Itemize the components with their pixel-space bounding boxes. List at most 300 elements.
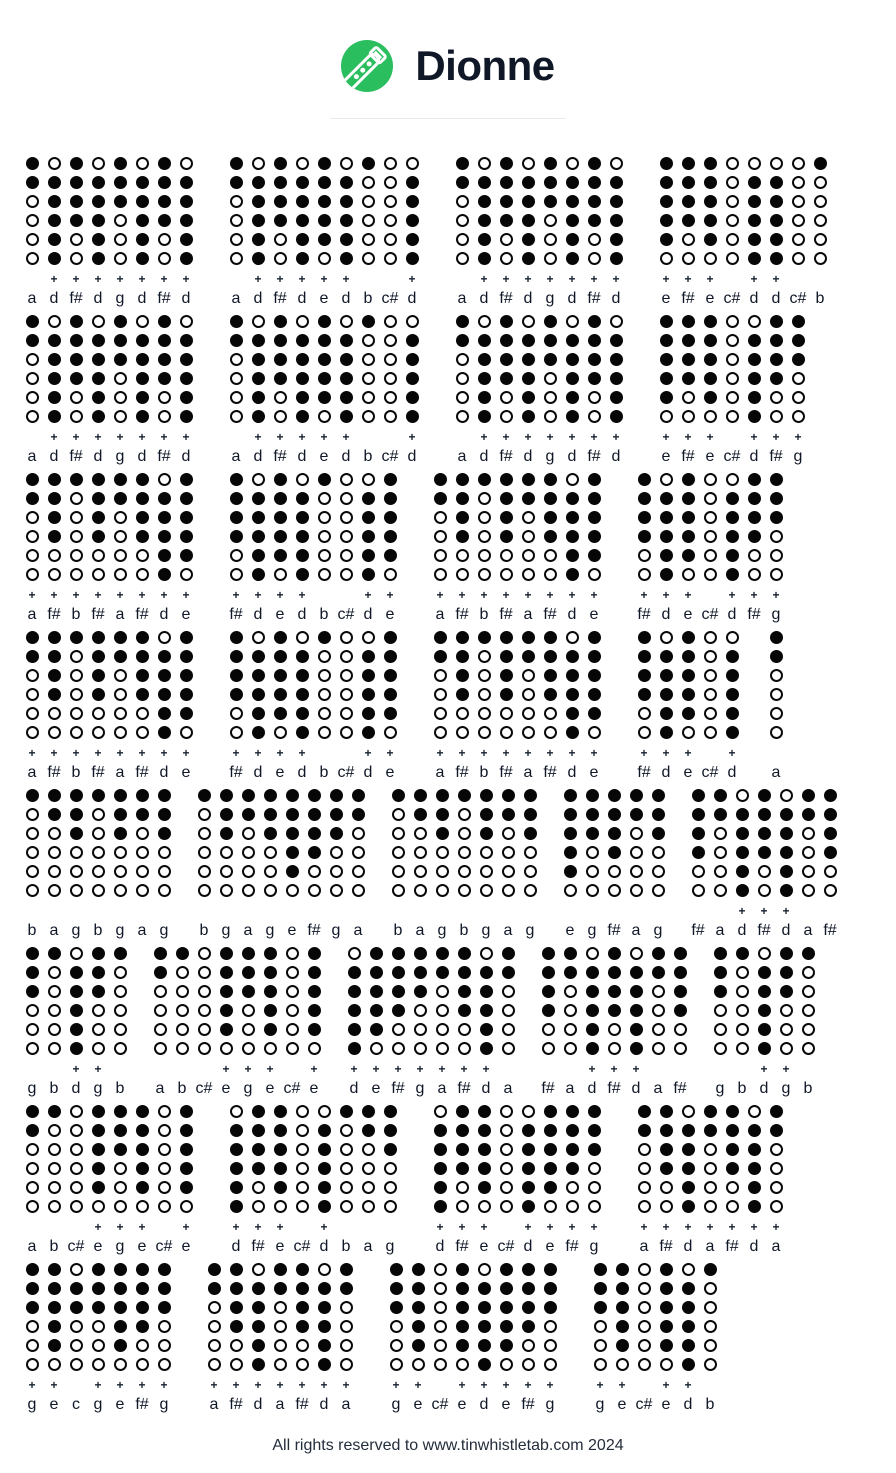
- closed-hole-icon: [436, 947, 449, 960]
- closed-hole-icon: [594, 1282, 607, 1295]
- closed-hole-icon: [362, 157, 375, 170]
- closed-hole-icon: [566, 391, 579, 404]
- closed-hole-icon: [522, 1301, 535, 1314]
- open-hole-icon: [114, 214, 127, 227]
- octave-plus-marker: +: [298, 272, 306, 286]
- closed-hole-icon: [180, 391, 193, 404]
- closed-hole-icon: [296, 391, 309, 404]
- closed-hole-icon: [48, 1301, 61, 1314]
- closed-hole-icon: [704, 353, 717, 366]
- open-hole-icon: [502, 865, 515, 878]
- open-hole-icon: [456, 233, 469, 246]
- closed-hole-icon: [544, 1181, 557, 1194]
- closed-hole-icon: [390, 1301, 403, 1314]
- closed-hole-icon: [252, 1143, 265, 1156]
- closed-hole-icon: [392, 1004, 405, 1017]
- octave-plus-marker: +: [436, 588, 444, 602]
- closed-hole-icon: [70, 789, 83, 802]
- note-label: a: [27, 290, 37, 307]
- closed-hole-icon: [296, 1282, 309, 1295]
- octave-plus-marker: +: [320, 1220, 328, 1234]
- open-hole-icon: [48, 315, 61, 328]
- closed-hole-icon: [70, 334, 83, 347]
- note-label: g: [391, 1396, 401, 1413]
- closed-hole-icon: [176, 947, 189, 960]
- note-label: f#: [823, 922, 837, 939]
- open-hole-icon: [652, 865, 665, 878]
- note-column: [91, 315, 105, 467]
- open-hole-icon: [704, 549, 717, 562]
- open-hole-icon: [502, 1042, 515, 1055]
- open-hole-icon: [500, 1105, 513, 1118]
- closed-hole-icon: [384, 669, 397, 682]
- note-label: a: [243, 922, 253, 939]
- note-column: [725, 1105, 739, 1257]
- note-column: [113, 315, 127, 467]
- closed-hole-icon: [660, 669, 673, 682]
- open-hole-icon: [136, 827, 149, 840]
- note-column: [295, 631, 309, 783]
- note-column: [347, 947, 361, 1099]
- open-hole-icon: [456, 1200, 469, 1213]
- open-hole-icon: [390, 1339, 403, 1352]
- closed-hole-icon: [274, 1181, 287, 1194]
- closed-hole-icon: [616, 1301, 629, 1314]
- note-label: a: [771, 764, 781, 781]
- note-column: [565, 157, 579, 309]
- closed-hole-icon: [522, 410, 535, 423]
- octave-plus-marker: +: [276, 1220, 284, 1234]
- note-column: [521, 1105, 535, 1257]
- note-column: [659, 1105, 673, 1257]
- closed-hole-icon: [544, 157, 557, 170]
- open-hole-icon: [176, 966, 189, 979]
- open-hole-icon: [392, 846, 405, 859]
- open-hole-icon: [158, 1200, 171, 1213]
- closed-hole-icon: [362, 549, 375, 562]
- closed-hole-icon: [296, 334, 309, 347]
- octave-plus-marker: +: [94, 430, 102, 444]
- closed-hole-icon: [726, 511, 739, 524]
- closed-hole-icon: [480, 1023, 493, 1036]
- open-hole-icon: [608, 1042, 621, 1055]
- open-hole-icon: [274, 1200, 287, 1213]
- note-column: [477, 1105, 491, 1257]
- closed-hole-icon: [296, 549, 309, 562]
- closed-hole-icon: [544, 1105, 557, 1118]
- closed-hole-icon: [92, 195, 105, 208]
- closed-hole-icon: [252, 1124, 265, 1137]
- closed-hole-icon: [736, 846, 749, 859]
- closed-hole-icon: [318, 1320, 331, 1333]
- closed-hole-icon: [48, 669, 61, 682]
- closed-hole-icon: [370, 966, 383, 979]
- open-hole-icon: [458, 1023, 471, 1036]
- closed-hole-icon: [594, 1263, 607, 1276]
- open-hole-icon: [414, 1023, 427, 1036]
- measure: [229, 157, 419, 309]
- octave-plus-marker: +: [706, 430, 714, 444]
- closed-hole-icon: [286, 827, 299, 840]
- closed-hole-icon: [308, 985, 321, 998]
- closed-hole-icon: [230, 631, 243, 644]
- open-hole-icon: [286, 1023, 299, 1036]
- note-column: [273, 157, 287, 309]
- open-hole-icon: [70, 707, 83, 720]
- open-hole-icon: [588, 1200, 601, 1213]
- closed-hole-icon: [434, 1200, 447, 1213]
- closed-hole-icon: [682, 1320, 695, 1333]
- open-hole-icon: [242, 846, 255, 859]
- note-column: [413, 789, 427, 941]
- note-column: [179, 315, 193, 467]
- open-hole-icon: [458, 827, 471, 840]
- closed-hole-icon: [92, 473, 105, 486]
- open-hole-icon: [456, 707, 469, 720]
- octave-plus-marker: +: [588, 1062, 596, 1076]
- closed-hole-icon: [638, 1124, 651, 1137]
- octave-plus-marker: +: [458, 1378, 466, 1392]
- open-hole-icon: [726, 410, 739, 423]
- closed-hole-icon: [220, 1023, 233, 1036]
- open-hole-icon: [638, 1263, 651, 1276]
- closed-hole-icon: [48, 492, 61, 505]
- octave-plus-marker: +: [392, 1378, 400, 1392]
- note-column: [609, 315, 623, 467]
- tab-row: [25, 157, 896, 309]
- open-hole-icon: [384, 353, 397, 366]
- open-hole-icon: [704, 473, 717, 486]
- open-hole-icon: [638, 1282, 651, 1295]
- note-column: [725, 157, 739, 309]
- note-column: [135, 789, 149, 941]
- note-column: [565, 473, 579, 625]
- closed-hole-icon: [220, 808, 233, 821]
- measure: [713, 947, 815, 1099]
- open-hole-icon: [500, 1358, 513, 1371]
- open-hole-icon: [198, 846, 211, 859]
- closed-hole-icon: [362, 726, 375, 739]
- note-label: d: [683, 1238, 693, 1255]
- closed-hole-icon: [748, 410, 761, 423]
- closed-hole-icon: [682, 1339, 695, 1352]
- note-label: f#: [91, 606, 105, 623]
- octave-plus-marker: +: [610, 1062, 618, 1076]
- open-hole-icon: [456, 549, 469, 562]
- open-hole-icon: [362, 233, 375, 246]
- octave-plus-marker: +: [612, 430, 620, 444]
- closed-hole-icon: [674, 1004, 687, 1017]
- note-column: [197, 947, 211, 1099]
- octave-plus-marker: +: [684, 588, 692, 602]
- note-label: a: [27, 448, 37, 465]
- closed-hole-icon: [726, 549, 739, 562]
- closed-hole-icon: [638, 688, 651, 701]
- octave-plus-marker: +: [568, 746, 576, 760]
- note-column: [433, 1263, 447, 1415]
- note-label: d: [727, 606, 737, 623]
- closed-hole-icon: [414, 947, 427, 960]
- closed-hole-icon: [230, 669, 243, 682]
- note-label: f#: [69, 290, 83, 307]
- note-label: b: [393, 922, 403, 939]
- octave-plus-marker: +: [706, 272, 714, 286]
- closed-hole-icon: [824, 827, 837, 840]
- note-label: a: [27, 1238, 37, 1255]
- note-label: e: [617, 1396, 627, 1413]
- closed-hole-icon: [390, 1282, 403, 1295]
- open-hole-icon: [384, 568, 397, 581]
- octave-plus-marker: +: [782, 1062, 790, 1076]
- octave-plus-marker: +: [138, 1220, 146, 1234]
- closed-hole-icon: [412, 1339, 425, 1352]
- note-column: [455, 157, 469, 309]
- closed-hole-icon: [286, 846, 299, 859]
- closed-hole-icon: [180, 473, 193, 486]
- closed-hole-icon: [136, 1162, 149, 1175]
- closed-hole-icon: [544, 511, 557, 524]
- open-hole-icon: [682, 568, 695, 581]
- open-hole-icon: [638, 1162, 651, 1175]
- octave-plus-marker: +: [276, 430, 284, 444]
- closed-hole-icon: [230, 1263, 243, 1276]
- open-hole-icon: [682, 252, 695, 265]
- closed-hole-icon: [588, 176, 601, 189]
- closed-hole-icon: [308, 966, 321, 979]
- octave-plus-marker: +: [436, 746, 444, 760]
- open-hole-icon: [390, 1358, 403, 1371]
- closed-hole-icon: [770, 353, 783, 366]
- closed-hole-icon: [274, 176, 287, 189]
- note-column: [703, 315, 717, 467]
- note-column: [135, 473, 149, 625]
- closed-hole-icon: [434, 473, 447, 486]
- open-hole-icon: [158, 631, 171, 644]
- note-label: b: [49, 1238, 59, 1255]
- octave-plus-marker: +: [750, 1220, 758, 1234]
- closed-hole-icon: [770, 334, 783, 347]
- closed-hole-icon: [564, 846, 577, 859]
- open-hole-icon: [802, 1023, 815, 1036]
- note-label: f#: [47, 606, 61, 623]
- open-hole-icon: [230, 353, 243, 366]
- closed-hole-icon: [660, 214, 673, 227]
- open-hole-icon: [176, 985, 189, 998]
- closed-hole-icon: [180, 252, 193, 265]
- closed-hole-icon: [136, 473, 149, 486]
- open-hole-icon: [274, 1358, 287, 1371]
- closed-hole-icon: [308, 947, 321, 960]
- open-hole-icon: [48, 846, 61, 859]
- closed-hole-icon: [638, 492, 651, 505]
- measure: [637, 473, 783, 625]
- closed-hole-icon: [340, 233, 353, 246]
- closed-hole-icon: [318, 1200, 331, 1213]
- closed-hole-icon: [114, 947, 127, 960]
- closed-hole-icon: [392, 789, 405, 802]
- note-label: b: [705, 1396, 715, 1413]
- closed-hole-icon: [758, 985, 771, 998]
- closed-hole-icon: [726, 492, 739, 505]
- open-hole-icon: [114, 1004, 127, 1017]
- closed-hole-icon: [458, 789, 471, 802]
- closed-hole-icon: [92, 511, 105, 524]
- note-label: d: [523, 290, 533, 307]
- closed-hole-icon: [748, 1162, 761, 1175]
- note-column: [681, 157, 695, 309]
- closed-hole-icon: [802, 789, 815, 802]
- closed-hole-icon: [588, 707, 601, 720]
- closed-hole-icon: [362, 1124, 375, 1137]
- open-hole-icon: [480, 947, 493, 960]
- octave-plus-marker: +: [160, 272, 168, 286]
- closed-hole-icon: [704, 233, 717, 246]
- note-label: f#: [521, 1396, 535, 1413]
- closed-hole-icon: [726, 650, 739, 663]
- open-hole-icon: [726, 252, 739, 265]
- closed-hole-icon: [252, 372, 265, 385]
- note-label: c#: [337, 606, 355, 623]
- octave-plus-marker: +: [524, 588, 532, 602]
- open-hole-icon: [362, 391, 375, 404]
- closed-hole-icon: [340, 1105, 353, 1118]
- open-hole-icon: [362, 410, 375, 423]
- octave-plus-marker: +: [568, 430, 576, 444]
- open-hole-icon: [318, 492, 331, 505]
- closed-hole-icon: [230, 1282, 243, 1295]
- closed-hole-icon: [92, 372, 105, 385]
- closed-hole-icon: [26, 1263, 39, 1276]
- open-hole-icon: [758, 884, 771, 897]
- closed-hole-icon: [566, 511, 579, 524]
- closed-hole-icon: [522, 473, 535, 486]
- note-column: [273, 473, 287, 625]
- octave-plus-marker: +: [480, 1378, 488, 1392]
- open-hole-icon: [70, 1320, 83, 1333]
- closed-hole-icon: [660, 1124, 673, 1137]
- closed-hole-icon: [770, 511, 783, 524]
- open-hole-icon: [70, 391, 83, 404]
- closed-hole-icon: [274, 1143, 287, 1156]
- closed-hole-icon: [136, 789, 149, 802]
- octave-plus-marker: +: [414, 1378, 422, 1392]
- open-hole-icon: [176, 1042, 189, 1055]
- open-hole-icon: [252, 631, 265, 644]
- closed-hole-icon: [274, 334, 287, 347]
- closed-hole-icon: [158, 669, 171, 682]
- open-hole-icon: [26, 391, 39, 404]
- note-column: [747, 157, 761, 309]
- closed-hole-icon: [252, 252, 265, 265]
- open-hole-icon: [180, 157, 193, 170]
- note-column: [317, 1263, 331, 1415]
- open-hole-icon: [114, 846, 127, 859]
- note-label: f#: [135, 606, 149, 623]
- open-hole-icon: [704, 252, 717, 265]
- closed-hole-icon: [434, 650, 447, 663]
- open-hole-icon: [770, 707, 783, 720]
- closed-hole-icon: [566, 568, 579, 581]
- closed-hole-icon: [136, 492, 149, 505]
- closed-hole-icon: [406, 334, 419, 347]
- note-column: [47, 1105, 61, 1257]
- closed-hole-icon: [682, 549, 695, 562]
- open-hole-icon: [824, 865, 837, 878]
- open-hole-icon: [726, 473, 739, 486]
- open-hole-icon: [340, 1200, 353, 1213]
- note-column: [47, 789, 61, 941]
- closed-hole-icon: [456, 334, 469, 347]
- note-label: a: [435, 764, 445, 781]
- measure: [229, 473, 397, 625]
- note-label: f#: [455, 764, 469, 781]
- closed-hole-icon: [586, 1004, 599, 1017]
- closed-hole-icon: [296, 530, 309, 543]
- closed-hole-icon: [180, 631, 193, 644]
- note-label: c#: [701, 764, 719, 781]
- open-hole-icon: [154, 1023, 167, 1036]
- open-hole-icon: [384, 372, 397, 385]
- open-hole-icon: [70, 1124, 83, 1137]
- closed-hole-icon: [434, 492, 447, 505]
- open-hole-icon: [340, 1358, 353, 1371]
- closed-hole-icon: [566, 707, 579, 720]
- closed-hole-icon: [500, 1320, 513, 1333]
- open-hole-icon: [158, 1339, 171, 1352]
- open-hole-icon: [154, 1004, 167, 1017]
- closed-hole-icon: [758, 1004, 771, 1017]
- closed-hole-icon: [660, 372, 673, 385]
- note-column: [769, 157, 783, 309]
- open-hole-icon: [340, 549, 353, 562]
- open-hole-icon: [726, 353, 739, 366]
- note-label: f#: [135, 764, 149, 781]
- closed-hole-icon: [352, 808, 365, 821]
- octave-plus-marker: +: [50, 1378, 58, 1392]
- closed-hole-icon: [638, 669, 651, 682]
- open-hole-icon: [522, 568, 535, 581]
- open-hole-icon: [198, 884, 211, 897]
- open-hole-icon: [704, 650, 717, 663]
- note-column: [351, 789, 365, 941]
- closed-hole-icon: [478, 1339, 491, 1352]
- closed-hole-icon: [318, 1181, 331, 1194]
- closed-hole-icon: [522, 233, 535, 246]
- octave-plus-marker: +: [728, 588, 736, 602]
- open-hole-icon: [456, 195, 469, 208]
- closed-hole-icon: [610, 233, 623, 246]
- octave-plus-marker: +: [94, 1378, 102, 1392]
- note-column: [91, 473, 105, 625]
- closed-hole-icon: [318, 233, 331, 246]
- closed-hole-icon: [770, 492, 783, 505]
- closed-hole-icon: [92, 1181, 105, 1194]
- closed-hole-icon: [566, 1105, 579, 1118]
- closed-hole-icon: [252, 549, 265, 562]
- note-column: [339, 473, 353, 625]
- open-hole-icon: [824, 884, 837, 897]
- closed-hole-icon: [522, 1124, 535, 1137]
- open-hole-icon: [714, 827, 727, 840]
- open-hole-icon: [114, 252, 127, 265]
- closed-hole-icon: [500, 492, 513, 505]
- closed-hole-icon: [758, 846, 771, 859]
- note-label: f#: [307, 922, 321, 939]
- closed-hole-icon: [48, 530, 61, 543]
- open-hole-icon: [352, 865, 365, 878]
- closed-hole-icon: [180, 1143, 193, 1156]
- closed-hole-icon: [588, 530, 601, 543]
